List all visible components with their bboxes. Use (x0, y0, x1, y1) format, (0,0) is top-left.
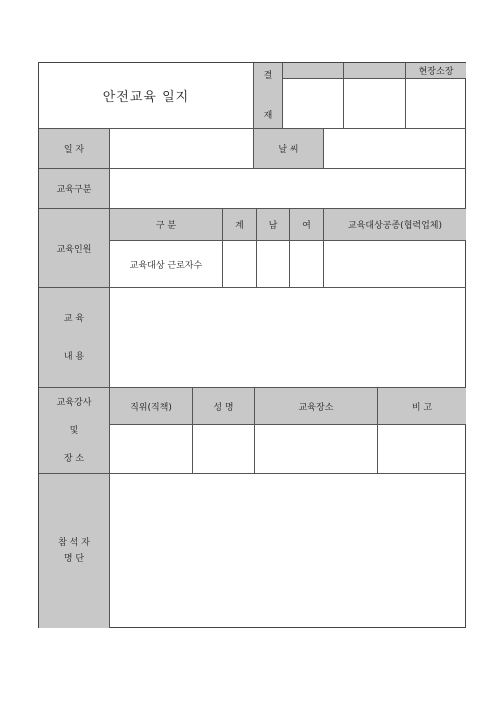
instructor-header-note: 비 고 (378, 388, 466, 425)
education-category-field[interactable] (110, 169, 466, 209)
instructor-header-position: 직위(직책) (110, 388, 193, 425)
approval-header-2 (344, 63, 406, 79)
weather-field[interactable] (324, 129, 466, 169)
approval-sign-box-site-manager[interactable] (406, 79, 466, 129)
instructor-label-line3: 장 소 (63, 453, 85, 464)
personnel-header-female: 여 (290, 209, 324, 241)
education-content-field[interactable] (110, 288, 466, 388)
personnel-contractor-field[interactable] (324, 241, 466, 288)
personnel-header-total: 계 (223, 209, 257, 241)
instructor-place-label (39, 388, 110, 474)
education-content-label (39, 288, 110, 388)
personnel-total-field[interactable] (223, 241, 257, 288)
approval-label (254, 63, 283, 129)
personnel-header-contractor: 교육대상공종(협력업체) (324, 209, 466, 241)
attendees-label-line2: 명 단 (63, 554, 85, 564)
personnel-label: 교육인원 (39, 209, 110, 288)
education-content-label-line2: 내 용 (63, 351, 85, 362)
personnel-header-category: 구 분 (110, 209, 223, 241)
approval-label-top: 결 (263, 70, 273, 81)
instructor-place-field[interactable] (255, 425, 378, 474)
education-category-label: 교육구분 (39, 169, 110, 209)
attendees-label (39, 474, 110, 628)
form-title: 안전교육 일지 (39, 63, 254, 129)
date-field[interactable] (110, 129, 254, 169)
education-content-label-line1: 교 육 (63, 313, 85, 324)
date-label: 일 자 (39, 129, 110, 169)
attendees-label-line1: 참 석 자 (58, 538, 90, 548)
approval-sign-box-2[interactable] (344, 79, 406, 129)
personnel-header-male: 남 (257, 209, 290, 241)
approval-header-1 (283, 63, 344, 79)
approval-sign-box-1[interactable] (283, 79, 344, 129)
approval-label-bottom: 재 (263, 110, 273, 121)
attendees-field[interactable] (110, 474, 466, 628)
instructor-label-line1: 교육강사 (56, 397, 92, 408)
instructor-name-field[interactable] (193, 425, 255, 474)
instructor-header-place: 교육장소 (255, 388, 378, 425)
weather-label: 날 씨 (254, 129, 324, 169)
instructor-header-name: 성 명 (193, 388, 255, 425)
personnel-male-field[interactable] (257, 241, 290, 288)
instructor-position-field[interactable] (110, 425, 193, 474)
personnel-row-label: 교육대상 근로자수 (110, 241, 223, 288)
instructor-note-field[interactable] (378, 425, 466, 474)
safety-education-log-form (38, 62, 466, 628)
personnel-female-field[interactable] (290, 241, 324, 288)
approval-header-site-manager: 현장소장 (406, 63, 466, 79)
instructor-label-line2: 및 (69, 425, 79, 436)
